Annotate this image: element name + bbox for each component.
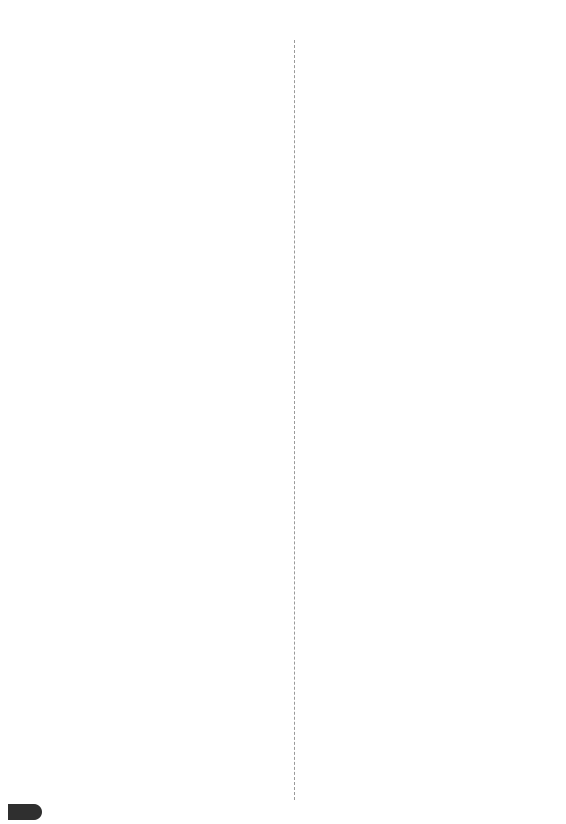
- column-divider: [294, 40, 295, 800]
- page-number: [8, 804, 42, 820]
